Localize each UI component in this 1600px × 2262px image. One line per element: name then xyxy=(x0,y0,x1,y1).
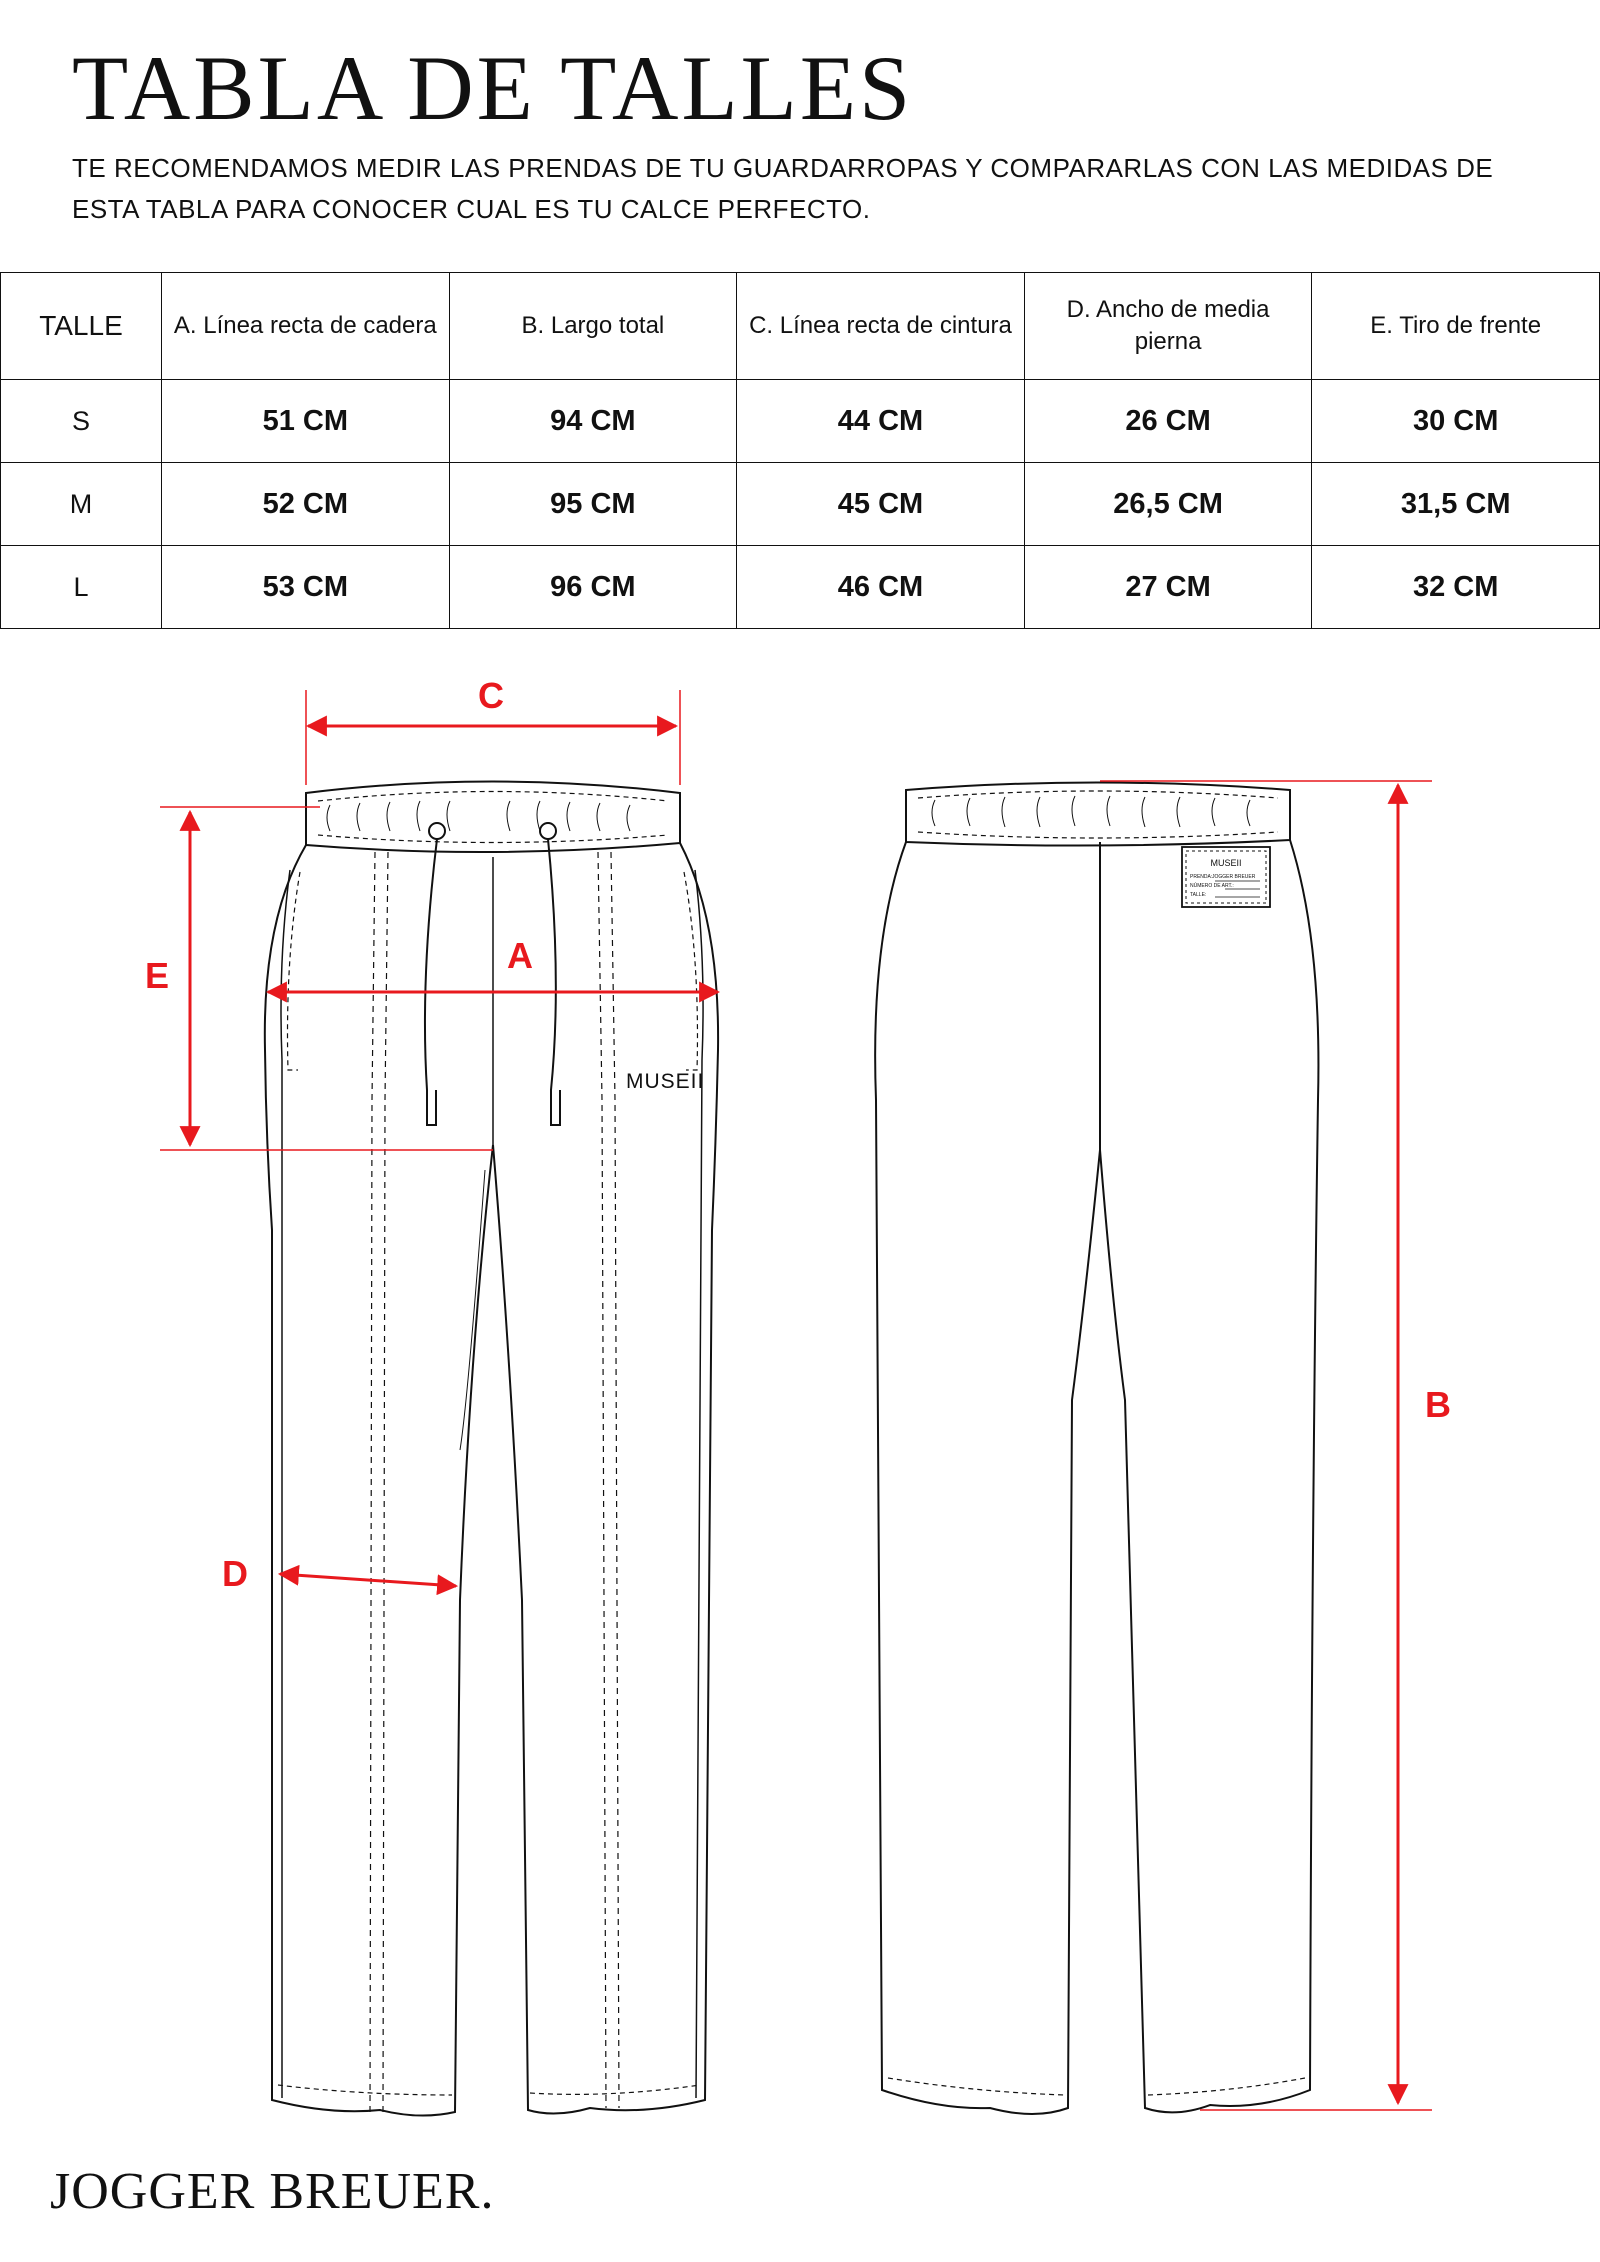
back-view-pants xyxy=(875,783,1318,2115)
column-header-a: A. Línea recta de cadera xyxy=(162,273,450,380)
front-view-pants xyxy=(265,782,718,2116)
table-cell: 32 CM xyxy=(1312,546,1600,629)
table-row-s xyxy=(1,380,1600,463)
back-left-leg xyxy=(875,842,1100,2114)
size-table xyxy=(0,272,1600,629)
table-cell: 52 CM xyxy=(162,463,450,546)
pants-measurement-diagram xyxy=(0,640,1600,2150)
intro-text: TE RECOMENDAMOS MEDIR LAS PRENDAS DE TU GUARDARROPAS Y COMPARARLAS CON LAS MEDIDAS DE ESTA TABLA PARA CONOCER CUAL ES TU CALCE PERFECTO. xyxy=(72,153,1494,224)
table-cell-size: S xyxy=(1,380,162,463)
table-cell: 51 CM xyxy=(162,380,450,463)
back-label-art: NÚMERO DE ART.: xyxy=(1190,883,1234,889)
measure-label-c: C xyxy=(478,675,504,716)
measure-line-d xyxy=(280,1574,456,1586)
table-cell: 30 CM xyxy=(1312,380,1600,463)
back-label-brand: MUSEII xyxy=(1210,858,1242,868)
table-cell: 53 CM xyxy=(162,546,450,629)
column-header-d: D. Ancho de media pierna xyxy=(1024,273,1312,380)
measure-label-a: A xyxy=(507,935,533,976)
table-cell: 26 CM xyxy=(1024,380,1312,463)
table-cell: 31,5 CM xyxy=(1312,463,1600,546)
table-cell: 44 CM xyxy=(737,380,1025,463)
back-label-prenda-value: JOGGER BREUER xyxy=(1212,874,1256,880)
table-row-l xyxy=(1,546,1600,629)
table-cell: 96 CM xyxy=(449,546,737,629)
front-brand-text: MUSEII xyxy=(626,1070,705,1093)
table-cell: 95 CM xyxy=(449,463,737,546)
table-cell: 27 CM xyxy=(1024,546,1312,629)
table-cell: 46 CM xyxy=(737,546,1025,629)
table-cell-size: L xyxy=(1,546,162,629)
column-header-e: E. Tiro de frente xyxy=(1312,273,1600,380)
front-left-leg xyxy=(265,845,493,2116)
column-header-talle: TALLE xyxy=(1,273,162,380)
back-right-leg xyxy=(1100,840,1318,2112)
back-label-talle: TALLE: xyxy=(1190,892,1207,898)
table-cell: 45 CM xyxy=(737,463,1025,546)
measure-label-e: E xyxy=(145,955,170,996)
table-header-row xyxy=(1,273,1600,380)
column-header-b: B. Largo total xyxy=(449,273,737,380)
table-cell: 94 CM xyxy=(449,380,737,463)
back-label-prenda: PRENDA: xyxy=(1190,874,1213,880)
measure-label-d: D xyxy=(222,1553,248,1594)
measure-label-b: B xyxy=(1425,1384,1451,1425)
column-header-c: C. Línea recta de cintura xyxy=(737,273,1025,380)
back-waistband xyxy=(906,783,1290,846)
table-cell-size: M xyxy=(1,463,162,546)
page-title: TABLA DE TALLES xyxy=(72,37,914,139)
table-row-m xyxy=(1,463,1600,546)
table-cell: 26,5 CM xyxy=(1024,463,1312,546)
product-name: JOGGER BREUER. xyxy=(50,2163,495,2220)
